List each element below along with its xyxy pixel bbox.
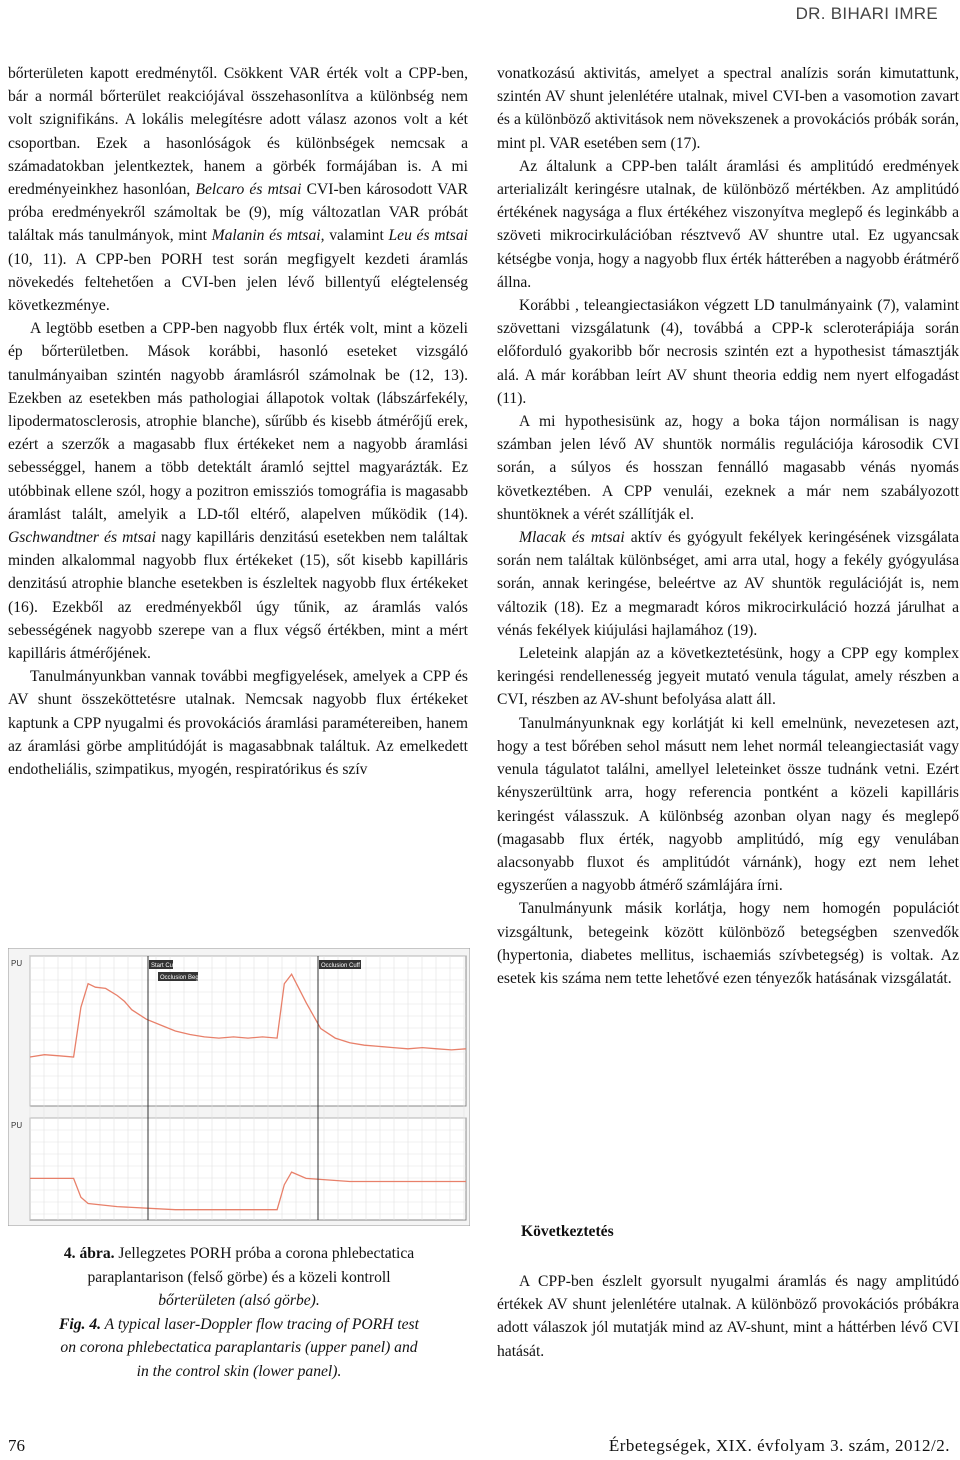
paragraph — [497, 642, 959, 712]
conclusion-paragraph: A CPP-ben észlelt gyorsult nyugalmi áramlás és nagy amplitúdó értékek AV shunt jelenlétére utalnak. A különböző provokációs próbákra adott válaszok jól mutatják mind az AV-shunt, mint a háttérben lévő CVI hatását. — [497, 1273, 959, 1360]
left-column — [8, 62, 468, 781]
release-tag-label: Occlusion Cuff — [321, 963, 360, 969]
figure-caption — [8, 1242, 470, 1384]
text-run: (10, 11). A CPP-ben PORH test során megfigyelt kezdeti áramlás növekedés feltehetően a CVI-ben jelen lévő billentyű elégtelenség következménye. — [8, 250, 468, 315]
conclusion-body — [497, 1270, 959, 1363]
journal-footer: Érbetegségek, XIX. évfolyam 3. szám, 2012/2. — [608, 1436, 950, 1455]
caption-en-line1: A typical laser-Doppler flow tracing of PORH test — [101, 1315, 419, 1333]
paragraph — [497, 410, 959, 526]
paragraph — [497, 62, 959, 155]
figure-4-chart — [8, 948, 470, 1226]
caption-label-hu: 4. ábra. — [63, 1245, 115, 1262]
paragraph — [8, 62, 468, 317]
text-run: A mi hypothesisünk az, hogy a boka tájon normálisan is nagy számban jelen lévő AV shuntök normális regulációja károsodik CVI során, a súlyos és hosszan fennálló magasabb vénás nyomás következtében. A CPP venulái, ezeknek a már nem szabályozott shuntöknek a vérét szállítják el. — [497, 413, 959, 523]
page-number: 76 — [8, 1436, 25, 1455]
text-run: Tanulmányunkban vannak további megfigyelések, amelyek a CPP és AV shunt összeköttetésre utalnak. Nemcsak nagyobb flux értékeket kaptunk a CPP nyugalmi és provokációs áramlási paramétereiben, hanem az áramlási görbe amplitúdóját is magasabbnak találtuk. Az emelkedett endotheliális, szimpatikus, myogén, respiratórikus és szív — [8, 668, 468, 779]
running-header: DR. BIHARI IMRE — [795, 4, 938, 23]
caption-en-line3: in the control skin (lower panel). — [136, 1362, 342, 1380]
caption-label-en: Fig. 4. — [59, 1315, 102, 1333]
paragraph — [497, 294, 959, 410]
citation-authors: Gschwandtner és mtsai — [8, 529, 156, 547]
text-run: bőrterületen kapott eredménytől. Csökkent VAR érték volt a CPP-ben, bár a normál bőrterület reakciójával összehasonlítva a különbség nem volt szignifikáns. A lokális melegítésre adott válasz azonos volt a két csoportban. Ezek a hasonlóságok és különbségek nemcsak a számadatokban jelentkeztek, hanem a görbék formájában is. A mi eredményeinkhez hasonlóan, — [8, 65, 468, 199]
start-tag-label: Start Cuff — [151, 963, 177, 969]
text-run: valamint — [324, 227, 389, 245]
upper-panel — [30, 956, 466, 1106]
paragraph — [497, 897, 959, 990]
text-run: Tanulmányunk másik korlátja, hogy nem homogén populációt vizsgáltunk, betegeink között különböző betegségben szenvedők (hypertonia, diabetes mellitus, ischaemiás szívbetegség) is voltak. Az esetek kis száma nem tette lehetővé ezen tényezők hatásának vizsgálatát. — [497, 900, 959, 987]
caption-hu-line3: bőrterületen (alsó görbe). — [158, 1292, 320, 1310]
text-run: aktív és gyógyult fekélyek keringésének vizsgálata során nem találtak különbséget, ami arra utal, hogy a fekély gyógyulása során, annak keringése, beleértve az AV shuntök regulációját is, nem változik (18). Ez a megmaradt kóros mikrocirkuláció hozzá járulhat a vénás fekélyek kiújulási hajlamához (19). — [497, 529, 960, 639]
right-column — [497, 62, 959, 990]
paragraph — [497, 526, 959, 642]
lower-unit-label: PU — [11, 1121, 23, 1130]
text-run: vonatkozású aktivitás, amelyet a spectral analízis során kimutattunk, szintén AV shunt jelenlétére utalnak, mivel CVI-ben a vasomotion zavart és a különböző aktivitások nem növekszenek a provokációs próbák során, mint pl. VAR esetében sem (17). — [497, 65, 959, 152]
upper-unit-label: PU — [11, 959, 23, 968]
occlusion-tag-label: Occlusion Begin — [160, 975, 204, 981]
text-run: Az általunk a CPP-ben talált áramlási és amplitúdó eredmények arterializált keringésre utalnak, de különböző mértékben. Az amplitúdó értékének nagysága a flux értékéhez viszonyítva meglepő és leginkább a szöveti mikrocirkulációban résztvevő AV shuntre utal. Ez ugyancsak kétségbe vonja, hogy a nagyobb flux érték hátterében a nagyobb érátmérő állna. — [497, 157, 959, 291]
text-run: Leleteink alapján az a következtetésünk, hogy a CPP egy komplex keringési rendellenesség jegyeit mutató venula tágulat, amely részben a CVI, részben az AV-shunt befolyása alatt áll. — [497, 645, 959, 709]
caption-hu-line2: paraplantarison (felső görbe) és a közeli kontroll — [87, 1268, 391, 1286]
paragraph — [497, 712, 959, 898]
conclusion-heading: Következtetés — [521, 1223, 614, 1240]
paragraph — [497, 155, 959, 294]
caption-hu-line1: Jellegzetes PORH próba a corona phlebectatica — [114, 1245, 415, 1262]
text-run: CVI-ben károsodott VAR próba eredményekről számoltak be (9), míg változatlan VAR próbát találtak más tanulmányok, mint — [8, 181, 468, 245]
citation-authors: Belcaro és mtsai — [195, 181, 302, 199]
citation-authors: Leu és mtsai — [388, 227, 468, 245]
paragraph — [8, 665, 468, 781]
citation-authors: Mlacak és mtsai — [519, 529, 625, 547]
text-run: Tanulmányunknak egy korlátját ki kell emelnünk, nevezetesen azt, hogy a test bőrében sehol másutt nem lehet normál teleangiectasiát vagy venula tágulatot találni, amellyel leleteinket össze tudnánk vetni. Ezért kényszerültünk arra, hogy referencia pontként a közeli kapilláris keringést válasszuk. A különbség azonban olyan nagy és meglepő (magasabb flux érték, nagyobb amplitúdó, míg egy venulában alacsonyabb fluxot és amplitúdót várnánk), hogy ezt nem lehet egyszerűen a nagyobb átmérő számlájára írni. — [497, 714, 959, 895]
caption-en-line2: on corona phlebectatica paraplantaris (upper panel) and — [60, 1339, 418, 1357]
text-run: Korábbi , teleangiectasiákon végzett LD tanulmányaink (7), valamint szövettani vizsgálatunk (4), továbbá a CPP-k scleroterápiája során előforduló gyakoribb bőr necrosis szintén ezt a hypothesist támasztják alá. A már korábban leírt AV shunt theoria eddig nem nyert elfogadást (11). — [497, 297, 959, 407]
paragraph — [8, 317, 468, 665]
citation-authors: Malanin és mtsai, — [211, 227, 325, 245]
text-run: nagy kapilláris denzitású esetekben nem találtak minden alkalommal nagyobb flux értékeket (15), sőt kisebb kapilláris denzitású atrophie blanche esetekben is észleltek nagyobb flux értékeket (16). Ezekből az eredményekből úgy tűnik, az áramlás valós sebességének nagyobb szerepe van a flux végső értékben, mint a mért kapilláris átmérőjének. — [8, 529, 468, 663]
text-run: A legtöbb esetben a CPP-ben nagyobb flux érték volt, mint a közeli ép bőrterületben. Mások korábbi, hasonló eseteket vizsgáló tanulmányaiban szintén nagyobb áramlásról számolnak be (12, 13). Ezekben az esetekben más pathologiai állapotok voltak (lábszárfekély, lipodermatosclerosis, atrophie blanche), sűrűbb és kisebb átmérőjű erek, ezért a szerzők a magasabb flux értékeket nem a nagyobb áramlási sebességgel, hanem a több detektált áramló sejttel magyarázták. Ez utóbbinak ellene szól, hogy a pozitron emissziós tomográfia is magasabb áramlást talált, amelyik a LD-től eltérő, alapelven működik (14). — [8, 320, 468, 523]
